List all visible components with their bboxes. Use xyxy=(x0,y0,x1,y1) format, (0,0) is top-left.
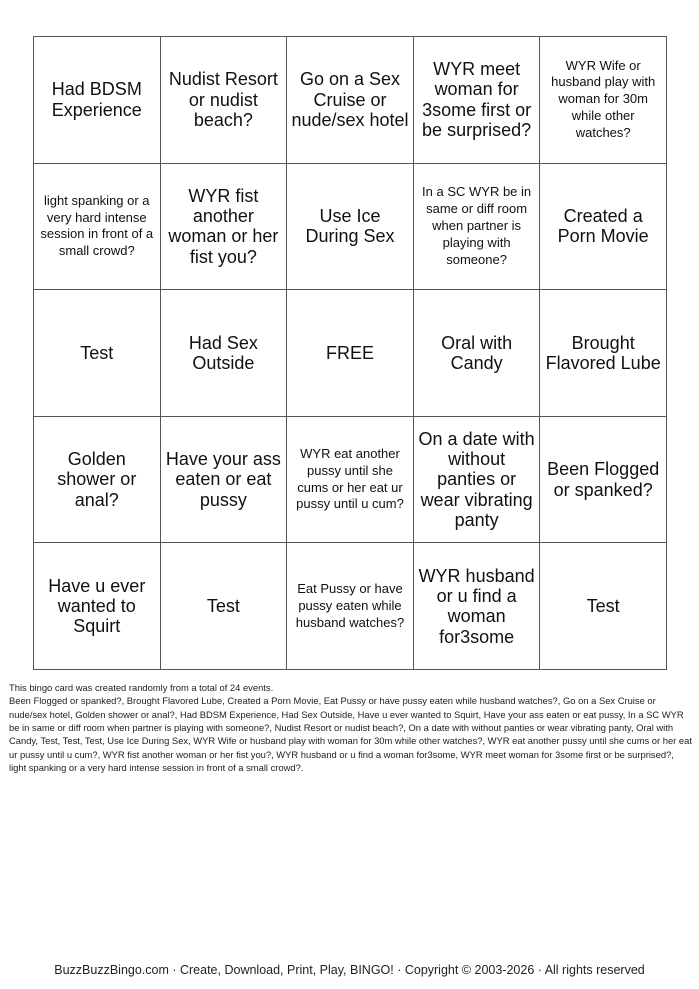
bingo-cell-text: Test xyxy=(586,596,620,617)
bingo-cell-r2c4[interactable] xyxy=(414,164,541,291)
bingo-cell-r1c1[interactable] xyxy=(34,37,161,164)
bingo-cell-r5c3[interactable] xyxy=(287,543,414,670)
bingo-cell-text: Test xyxy=(80,342,114,363)
bingo-cell-text: Created a Porn Movie xyxy=(557,206,649,247)
bingo-cell-text: Have your ass eaten or eat pussy xyxy=(165,449,281,510)
bingo-cell-text: FREE xyxy=(325,342,374,363)
bingo-cell-text: Had BDSM Experience xyxy=(51,79,142,120)
card-info xyxy=(9,681,693,774)
bingo-cell-r1c5[interactable] xyxy=(540,37,667,164)
bingo-cell-r4c2[interactable] xyxy=(161,417,288,544)
bingo-cell-r5c2[interactable] xyxy=(161,543,288,670)
card-info-events-list: Been Flogged or spanked?, Brought Flavored Lube, Created a Porn Movie, Eat Pussy or have pussy eaten while husband watches?, Go on a Sex Cruise or nude/sex hotel, Golden shower or anal?, Had BDSM Experience, Had Sex Outside, Have u ever wanted to Squirt, Have your ass eaten or eat pussy, In a SC WYR be in same or diff room when partner is playing with someone?, Nudist Resort or nudist beach?, On a date with without panties or wear vibrating panty, Oral with Candy, Test, Test, Test, Use Ice During Sex, WYR Wife or husband play with woman for 30m while other watches?, WYR eat another pussy until she cums or her eat ur pussy until u cum?, WYR fist another woman or her fist you?, WYR husband or u find a woman for3some, WYR meet woman for 3some first or be surprised?, light spanking or a very hard intense session in front of a small crowd?. xyxy=(9,695,692,774)
bingo-cell-text: WYR fist another woman or her fist you? xyxy=(168,185,279,267)
bingo-cell-text: Golden shower or anal? xyxy=(57,449,137,510)
bingo-cell-r3c2[interactable] xyxy=(161,290,288,417)
bingo-cell-r1c3[interactable] xyxy=(287,37,414,164)
bingo-cell-r4c1[interactable] xyxy=(34,417,161,544)
bingo-cell-text: Brought Flavored Lube xyxy=(545,332,661,373)
bingo-cell-r2c2[interactable] xyxy=(161,164,288,291)
bingo-cell-text: WYR husband or u find a woman for3some xyxy=(418,565,535,647)
bingo-cell-text: Have u ever wanted to Squirt xyxy=(48,575,146,637)
bingo-cell-text: Had Sex Outside xyxy=(188,332,258,373)
bingo-cell-r4c4[interactable] xyxy=(414,417,541,544)
bingo-cell-text: Use Ice During Sex xyxy=(305,206,395,247)
bingo-cell-text: light spanking or a very hard intense session in front of a small crowd? xyxy=(40,192,154,259)
bingo-cell-text: WYR Wife or husband play with woman for 30m while other watches? xyxy=(551,57,656,141)
bingo-cell-text: Been Flogged or spanked? xyxy=(547,459,660,500)
bingo-cell-r2c3[interactable] xyxy=(287,164,414,291)
bingo-cell-text: Test xyxy=(206,596,240,617)
bingo-cell-text: On a date with without panties or wear vibrating panty xyxy=(418,428,535,531)
bingo-cell-r5c4[interactable] xyxy=(414,543,541,670)
card-info-intro: This bingo card was created randomly from a total of 24 events. xyxy=(9,682,274,693)
bingo-cell-text: In a SC WYR be in same or diff room when partner is playing with someone? xyxy=(422,184,532,267)
bingo-cell-r5c5[interactable] xyxy=(540,543,667,670)
bingo-cell-text: Eat Pussy or have pussy eaten while husband watches? xyxy=(295,580,405,630)
bingo-cell-text: Nudist Resort or nudist beach? xyxy=(168,69,278,130)
bingo-cell-r3c5[interactable] xyxy=(540,290,667,417)
bingo-cell-r1c4[interactable] xyxy=(414,37,541,164)
bingo-cell-free[interactable] xyxy=(287,290,414,417)
bingo-card-grid xyxy=(33,36,667,670)
bingo-cell-r3c4[interactable] xyxy=(414,290,541,417)
bingo-cell-r2c5[interactable] xyxy=(540,164,667,291)
bingo-cell-r5c1[interactable] xyxy=(34,543,161,670)
bingo-cell-r2c1[interactable] xyxy=(34,164,161,291)
bingo-cell-r1c2[interactable] xyxy=(161,37,288,164)
bingo-cell-text: WYR meet woman for 3some first or be surprised? xyxy=(422,59,532,141)
bingo-cell-text: WYR eat another pussy until she cums or her eat ur pussy until u cum? xyxy=(296,445,404,512)
site-footer: BuzzBuzzBingo.com · Create, Download, Print, Play, BINGO! · Copyright © 2003-2026 · All rights reserved xyxy=(54,963,645,977)
bingo-cell-text: Go on a Sex Cruise or nude/sex hotel xyxy=(291,69,409,130)
bingo-cell-r4c3[interactable] xyxy=(287,417,414,544)
bingo-cell-text: Oral with Candy xyxy=(441,332,513,373)
bingo-cell-r4c5[interactable] xyxy=(540,417,667,544)
bingo-cell-r3c1[interactable] xyxy=(34,290,161,417)
